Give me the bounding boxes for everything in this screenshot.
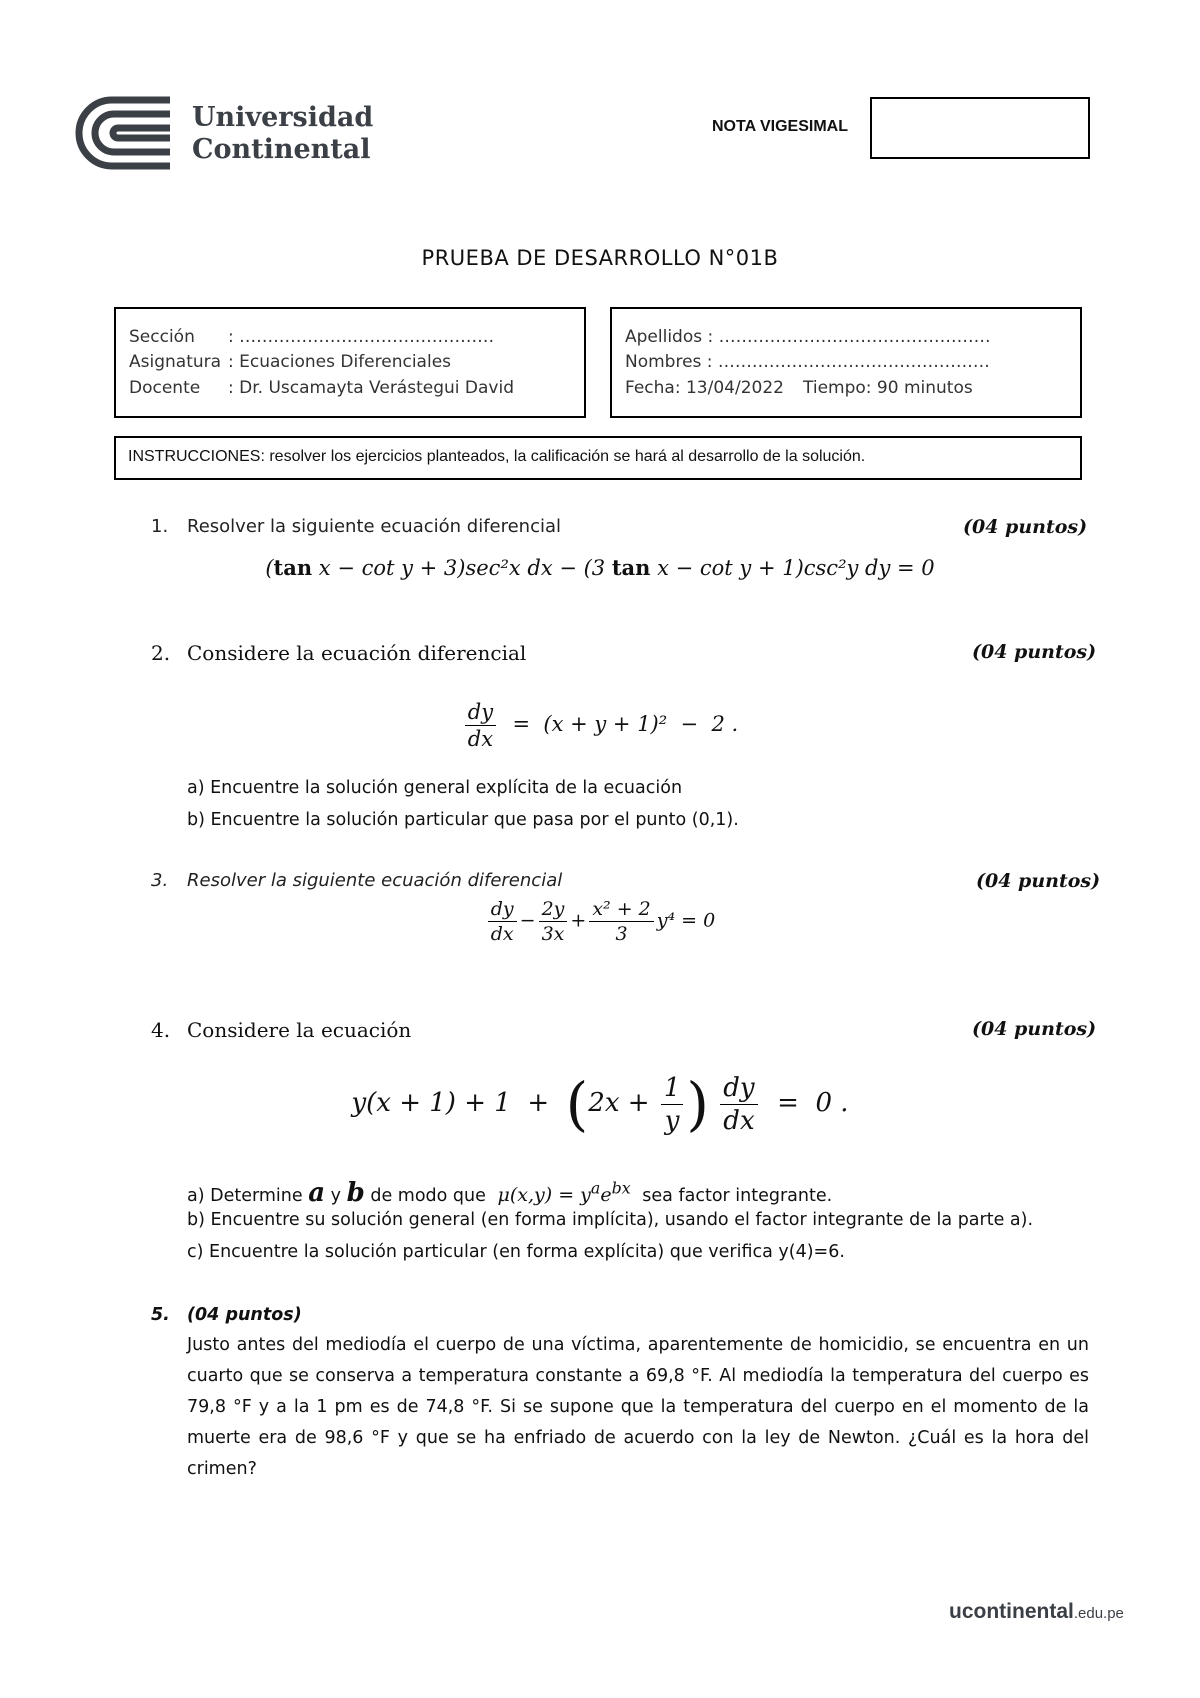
q3-text: Resolver la siguiente ecuación diferencial: [187, 870, 563, 891]
q1-text: Resolver la siguiente ecuación diferencial: [187, 516, 562, 537]
q1-points: (04 puntos): [963, 516, 1088, 538]
nota-vigesimal-box[interactable]: [870, 97, 1090, 159]
footer-brand-name: ucontinental: [949, 1600, 1074, 1623]
q4-part-b: b) Encuentre su solución general (en forma implícita), usando el factor integrante de la parte a).: [187, 1210, 1034, 1230]
q2-part-a: a) Encuentre la solución general explícita de la ecuación: [187, 778, 683, 798]
university-name-line1: Universidad: [192, 102, 374, 133]
q5-number: 5.: [151, 1305, 170, 1325]
q4-text: Considere la ecuación: [187, 1018, 412, 1042]
q4-equation: y(x + 1) + 1 + (2x + $\frac{1}{y}$ ) $\frac{dy}{dx}$ = 0 .: [351, 1070, 849, 1138]
q3-points: (04 puntos): [976, 870, 1101, 892]
q4-part-a-pre: a) Determine: [187, 1186, 303, 1206]
q4-number: 4.: [151, 1018, 171, 1042]
seccion-value: : ………………………………………: [228, 327, 495, 347]
q1-number: 1.: [151, 516, 169, 537]
seccion-label: Sección: [129, 327, 195, 347]
docente-label: Docente: [129, 378, 201, 398]
fecha-text: Fecha: 13/04/2022: [625, 378, 784, 398]
q4-points: (04 puntos): [972, 1018, 1097, 1040]
q2-text: Considere la ecuación diferencial: [187, 641, 527, 665]
q5-points: (04 puntos): [187, 1305, 302, 1325]
q5-text: Justo antes del mediodía el cuerpo de una víctima, aparentemente de homicidio, se encuentra en un cuarto que se conserva a temperatura constante a 69,8 °F. Al mediodía la temperatura del cuerpo es 79,8 °F y a la 1 pm es de 74,8 °F. Si se supone que la temperatura del cuerpo en el momento de la muerte era de 98,6 °F y que se ha enfriado de acuerdo con la ley de Newton. ¿Cuál es la hora del crimen?: [187, 1335, 1089, 1479]
tiempo-text: Tiempo: 90 minutos: [803, 378, 973, 398]
nota-vigesimal-label: NOTA VIGESIMAL: [712, 118, 848, 135]
q4-part-a-post: de modo que: [370, 1186, 486, 1206]
university-logo: [74, 96, 172, 170]
footer-brand-domain: .edu.pe: [1073, 1605, 1124, 1622]
q3-number: 3.: [151, 870, 169, 891]
q2-part-b: b) Encuentre la solución particular que pasa por el punto (0,1).: [187, 810, 739, 830]
docente-value: : Dr. Uscamayta Verástegui David: [228, 378, 514, 398]
page-title: PRUEBA DE DESARROLLO N°01B: [421, 246, 779, 270]
q2-equation: $\frac{dy}{dx}$ = (x + y + 1)² − 2 .: [0, 700, 1200, 751]
q4-part-a-mid: y: [330, 1186, 342, 1206]
logo-mark-icon: [74, 96, 172, 170]
q1-equation: (tan x − cot y + 3)sec²x dx − (3 tan x − cot y + 1)csc²y dy = 0: [265, 555, 935, 580]
q4-part-a-end: sea factor integrante.: [642, 1186, 833, 1206]
footer-brand: [949, 1600, 1124, 1624]
asignatura-label: Asignatura: [129, 352, 222, 372]
q4-part-a: a) Determine a y b de modo que $\mu(x,y) = y^ae^{bx}$ sea factor integrante.: [187, 1178, 833, 1208]
apellidos-field[interactable]: Apellidos : …………………………………………: [625, 327, 991, 347]
instructions-box: INSTRUCCIONES: resolver los ejercicios planteados, la calificación se hará al desarrollo de la solución.: [114, 436, 1082, 480]
q3-equation: $\frac{dy}{dx}$ − $\frac{2y}{3x}$ + $\frac{\text{x² + 2}}{3}$ y⁴ = 0: [0, 898, 1200, 945]
university-name-line2: Continental: [192, 134, 371, 165]
nombres-field[interactable]: Nombres : …………………………………………: [625, 352, 990, 372]
q4-part-c: c) Encuentre la solución particular (en forma explícita) que verifica y(4)=6.: [187, 1242, 845, 1262]
asignatura-value: : Ecuaciones Diferenciales: [228, 352, 452, 372]
course-info-box: [114, 307, 586, 418]
q2-points: (04 puntos): [972, 641, 1097, 663]
student-info-box: [610, 307, 1082, 418]
q2-number: 2.: [151, 641, 171, 665]
